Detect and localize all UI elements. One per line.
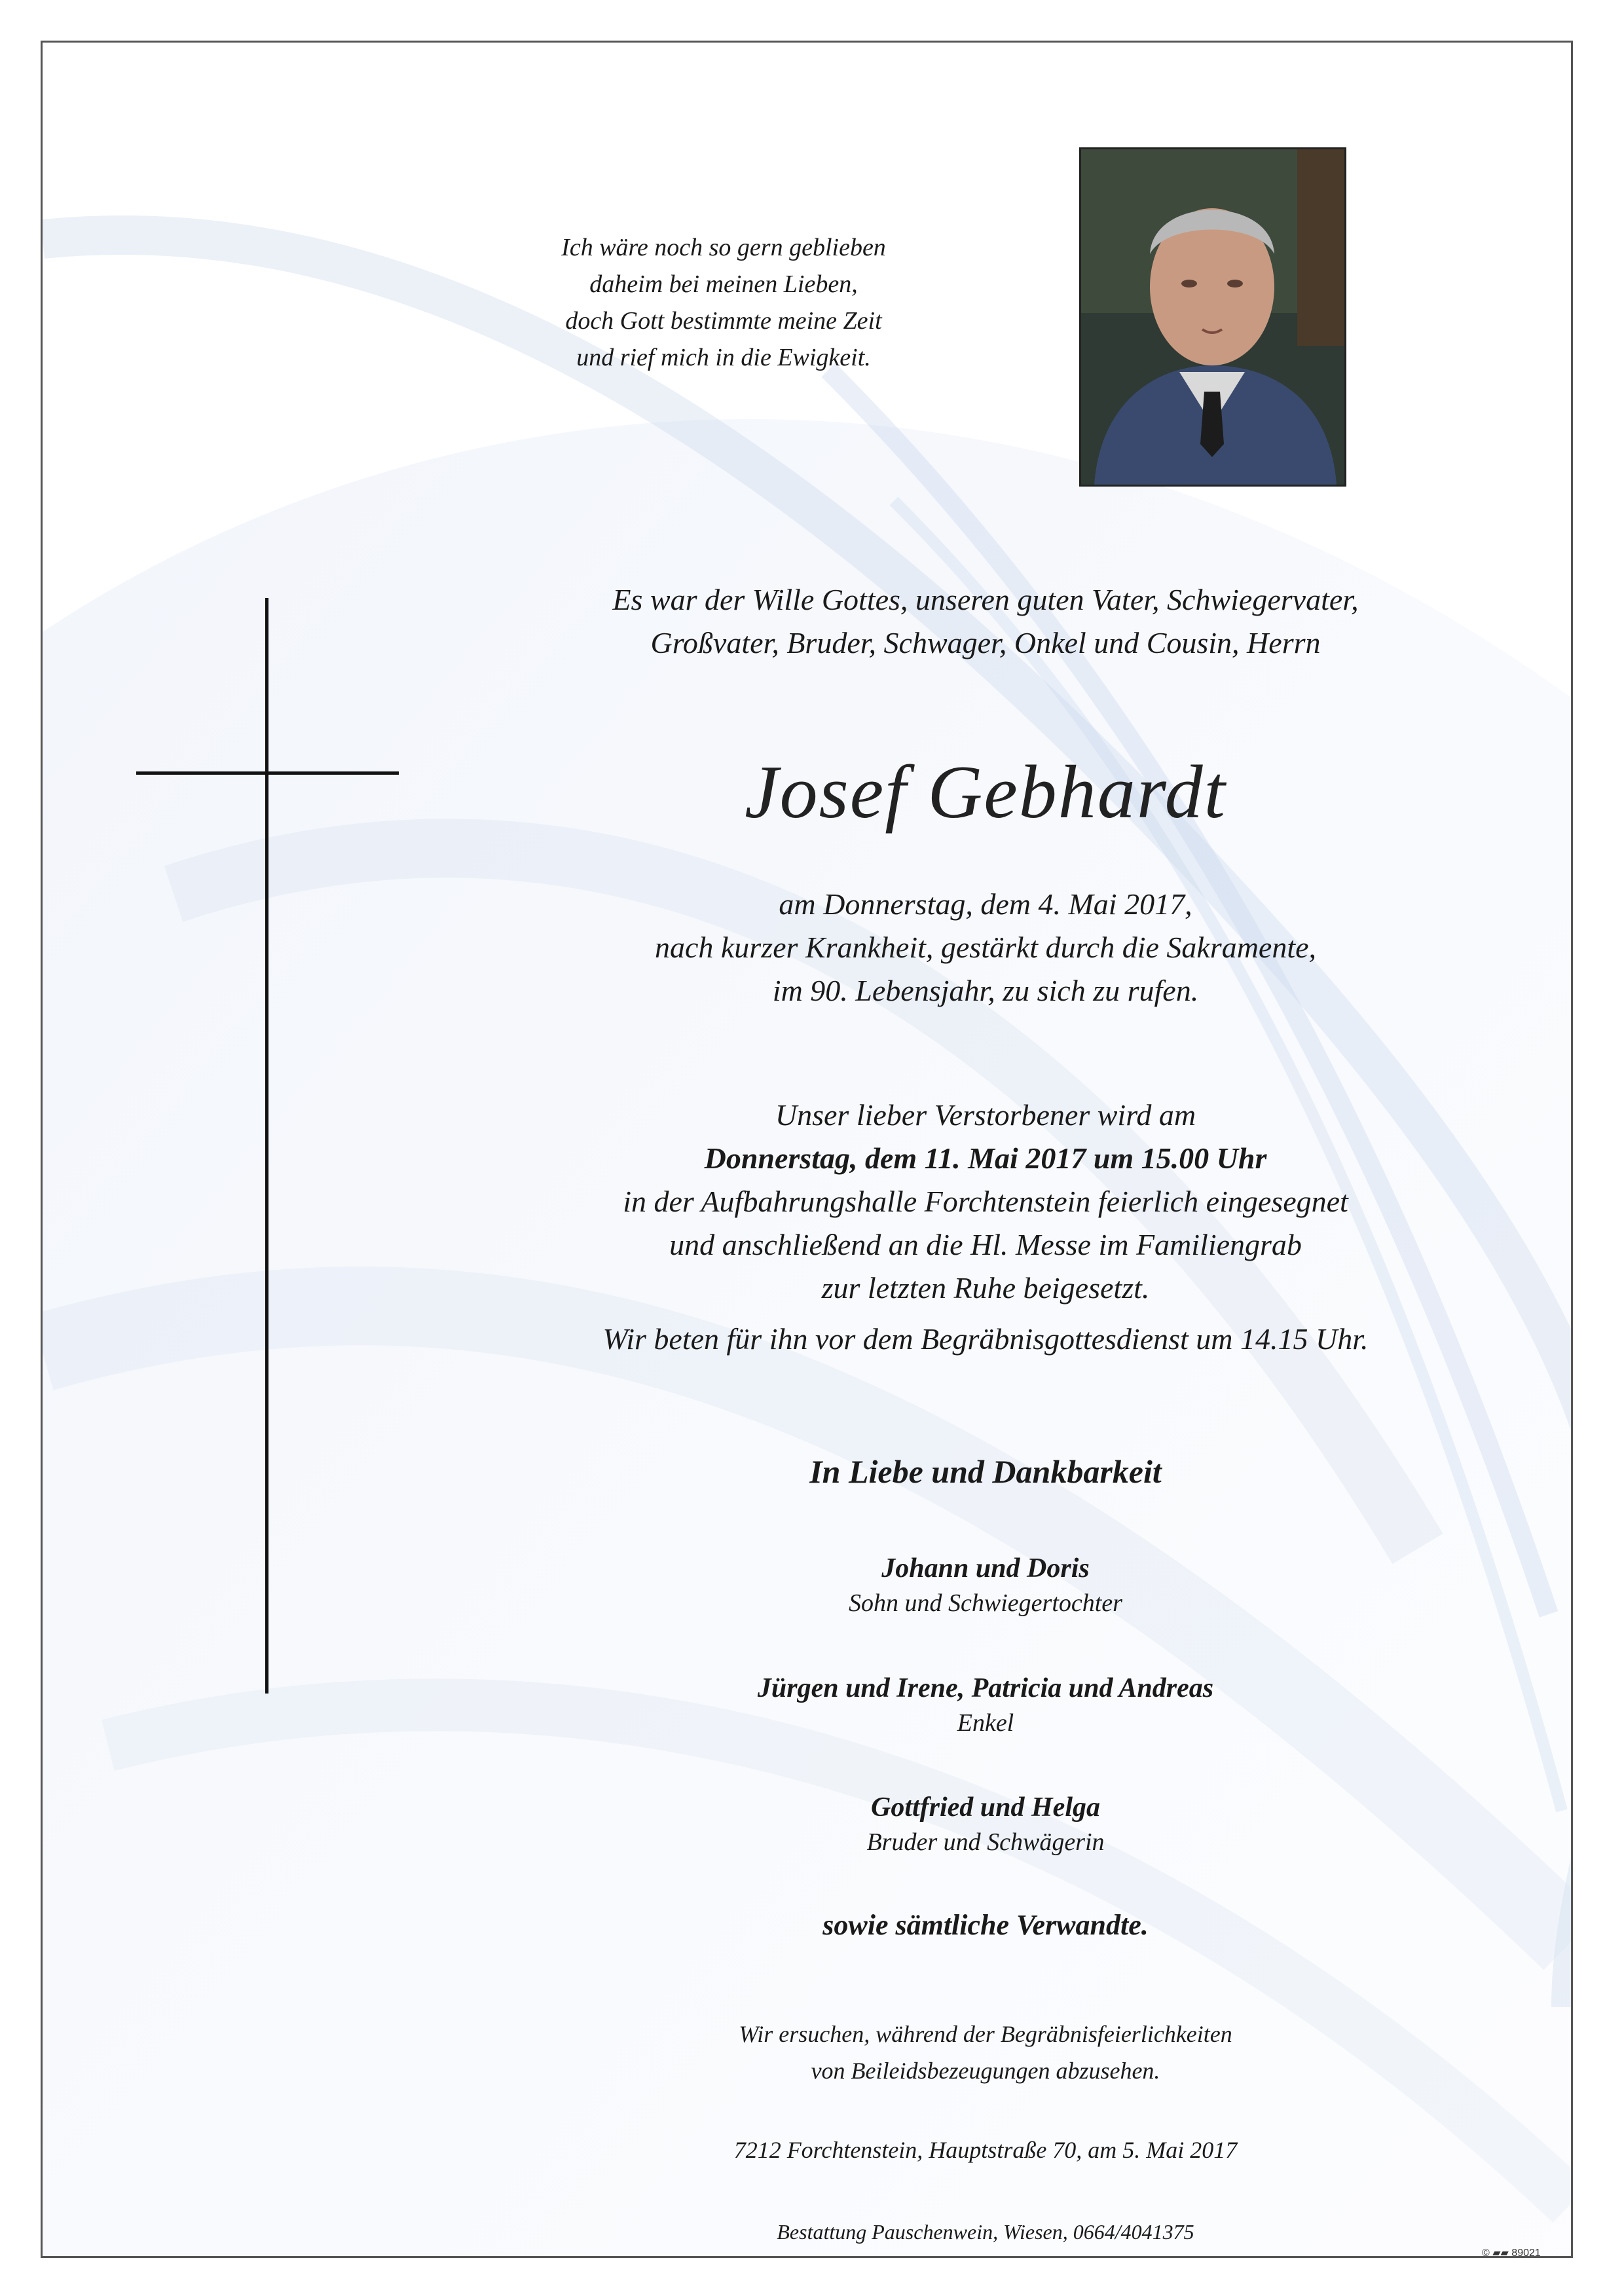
- funeral-line: und anschließend an die Hl. Messe im Familiengrab: [669, 1228, 1302, 1261]
- verse-line: und rief mich in die Ewigkeit.: [576, 344, 871, 371]
- mourner-group: [501, 1789, 1470, 1859]
- cross-horizontal: [136, 771, 399, 775]
- mourner-group: [501, 1670, 1470, 1739]
- mourner-names: Jürgen und Irene, Patricia und Andreas: [757, 1673, 1214, 1703]
- place-and-date: 7212 Forchtenstein, Hauptstraße 70, am 5. Mai 2017: [733, 2137, 1238, 2163]
- portrait-photo: [1079, 147, 1346, 487]
- memorial-verse: [540, 229, 907, 376]
- portrait-illustration: [1081, 149, 1344, 485]
- printer-logo-icon: © ▰▰: [1482, 2248, 1509, 2258]
- intro-line: Es war der Wille Gottes, unseren guten Vater, Schwiegervater,: [612, 583, 1359, 616]
- print-code: [1482, 2246, 1541, 2258]
- verse-line: doch Gott bestimmte meine Zeit: [565, 307, 882, 335]
- mourner-group: [501, 1550, 1470, 1620]
- intro-text: [501, 578, 1470, 665]
- relatives-line: sowie sämtliche Verwandte.: [822, 1909, 1149, 1941]
- deceased-name: Josef Gebhardt: [745, 750, 1227, 834]
- cross-vertical: [265, 598, 268, 1694]
- mourners-heading: In Liebe und Dankbarkeit: [809, 1453, 1162, 1490]
- request-line: Wir ersuchen, während der Begräbnisfeierlichkeiten: [739, 2021, 1232, 2047]
- funeral-line: Unser lieber Verstorbener wird am: [775, 1098, 1196, 1132]
- intro-line: Großvater, Bruder, Schwager, Onkel und Cousin, Herrn: [650, 626, 1321, 659]
- mourner-relation: Bruder und Schwägerin: [866, 1828, 1105, 1856]
- funeral-line: in der Aufbahrungshalle Forchtenstein feierlich eingesegnet: [623, 1185, 1348, 1218]
- request-line: von Beileidsbezeugungen abzusehen.: [811, 2058, 1160, 2084]
- funeral-line: zur letzten Ruhe beigesetzt.: [821, 1271, 1150, 1305]
- condolence-request: [501, 2016, 1470, 2089]
- mourner-relation: Enkel: [957, 1709, 1014, 1737]
- death-line: nach kurzer Krankheit, gestärkt durch die Sakramente,: [654, 931, 1317, 964]
- prayer-line: Wir beten für ihn vor dem Begräbnisgottesdienst um 14.15 Uhr.: [602, 1322, 1369, 1356]
- mourner-relation: Sohn und Schwiegertochter: [849, 1589, 1122, 1617]
- death-line: am Donnerstag, dem 4. Mai 2017,: [779, 887, 1192, 921]
- funeral-date: Donnerstag, dem 11. Mai 2017 um 15.00 Uhr: [704, 1141, 1267, 1175]
- print-code-number: 89021: [1511, 2248, 1541, 2258]
- mourner-names: Gottfried und Helga: [870, 1792, 1100, 1823]
- mourner-names: Johann und Doris: [881, 1553, 1090, 1583]
- verse-line: Ich wäre noch so gern geblieben: [561, 234, 886, 261]
- death-notice: [501, 883, 1470, 1012]
- obituary-card: [41, 41, 1573, 2258]
- funeral-details: [501, 1094, 1470, 1361]
- undertaker-line: Bestattung Pauschenwein, Wiesen, 0664/4041375: [777, 2220, 1194, 2244]
- verse-line: daheim bei meinen Lieben,: [589, 270, 858, 298]
- death-line: im 90. Lebensjahr, zu sich zu rufen.: [772, 974, 1199, 1007]
